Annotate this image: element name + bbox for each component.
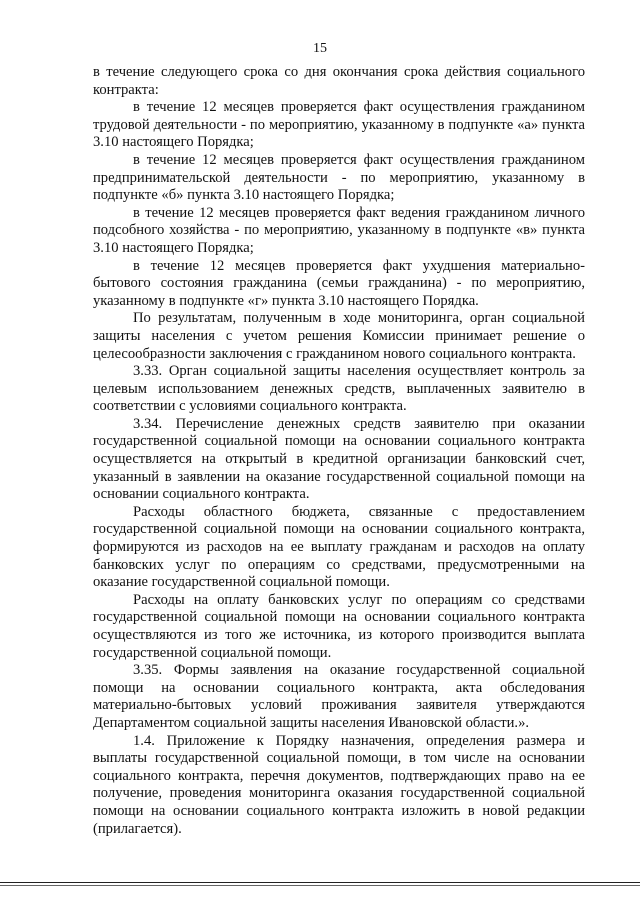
- page-bottom-rule: [0, 882, 640, 883]
- paragraph-1-4: 1.4. Приложение к Порядку назначения, определения размера и выплаты государственной социальной помощи, в том числе на основании социального контракта, перечня документов, подтверждающих право на ее получение, проведения мониторинга оказания государственной социальной помощи на основании социального контракта изложить в новой редакции (прилагается).: [93, 732, 585, 837]
- paragraph-labor-activity: в течение 12 месяцев проверяется факт осуществления гражданином трудовой деятельности - по мероприятию, указанному в подпункте «а» пункта 3.10 настоящего Порядка;: [93, 99, 585, 151]
- paragraph-monitoring-period: в течение следующего срока со дня окончания срока действия социального контракта:: [93, 64, 585, 98]
- paragraph-living-conditions: в течение 12 месяцев проверяется факт ухудшения материально-бытового состояния гражданина (семьи гражданина) - по мероприятию, указанному в подпункте «г» пункта 3.10 настоящего Порядка.: [93, 257, 585, 309]
- paragraph-banking-services: Расходы на оплату банковских услуг по операциям со средствами государственной социальной помощи на основании социального контракта осуществляются из того же источника, из которого производится выплата государственной социальной помощи.: [93, 591, 585, 661]
- paragraph-budget-expenses: Расходы областного бюджета, связанные с предоставлением государственной социальной помощи на основании социального контракта, формируются из расходов на ее выплату гражданам и расходов на оплату банковских услуг по операциям со средствами, предусмотренными на оказание государственной социальной помощи.: [93, 503, 585, 591]
- page-bottom-rule-secondary: [0, 885, 640, 886]
- document-body: [93, 64, 585, 838]
- paragraph-entrepreneurship: в течение 12 месяцев проверяется факт осуществления гражданином предпринимательской деятельности - по мероприятию, указанному в подпункте «б» пункта 3.10 настоящего Порядка;: [93, 151, 585, 204]
- paragraph-monitoring-results: По результатам, полученным в ходе мониторинга, орган социальной защиты населения с учетом решения Комиссии принимает решение о целесообразности заключения с гражданином нового социального контракта.: [93, 310, 585, 362]
- paragraph-3-35: 3.35. Формы заявления на оказание государственной социальной помощи на основании социального контракта, акта обследования материально-бытовых условий проживания заявителя утверждаются Департаментом социальной защиты населения Ивановской области.».: [93, 662, 585, 731]
- paragraph-3-34: 3.34. Перечисление денежных средств заявителю при оказании государственной социальной помощи на основании социального контракта осуществляется на открытый в кредитной организации банковский счет, указанный в заявлении на оказание государственной социальной помощи на основании социального контракта.: [93, 415, 585, 503]
- paragraph-3-33: 3.33. Орган социальной защиты населения осуществляет контроль за целевым использованием денежных средств, выплаченных заявителю в соответствии с условиями социального контракта.: [93, 363, 585, 415]
- page-number: 15: [313, 41, 327, 56]
- paragraph-household-farming: в течение 12 месяцев проверяется факт ведения гражданином личного подсобного хозяйства - по мероприятию, указанному в подпункте «в» пункта 3.10 настоящего Порядка;: [93, 204, 585, 256]
